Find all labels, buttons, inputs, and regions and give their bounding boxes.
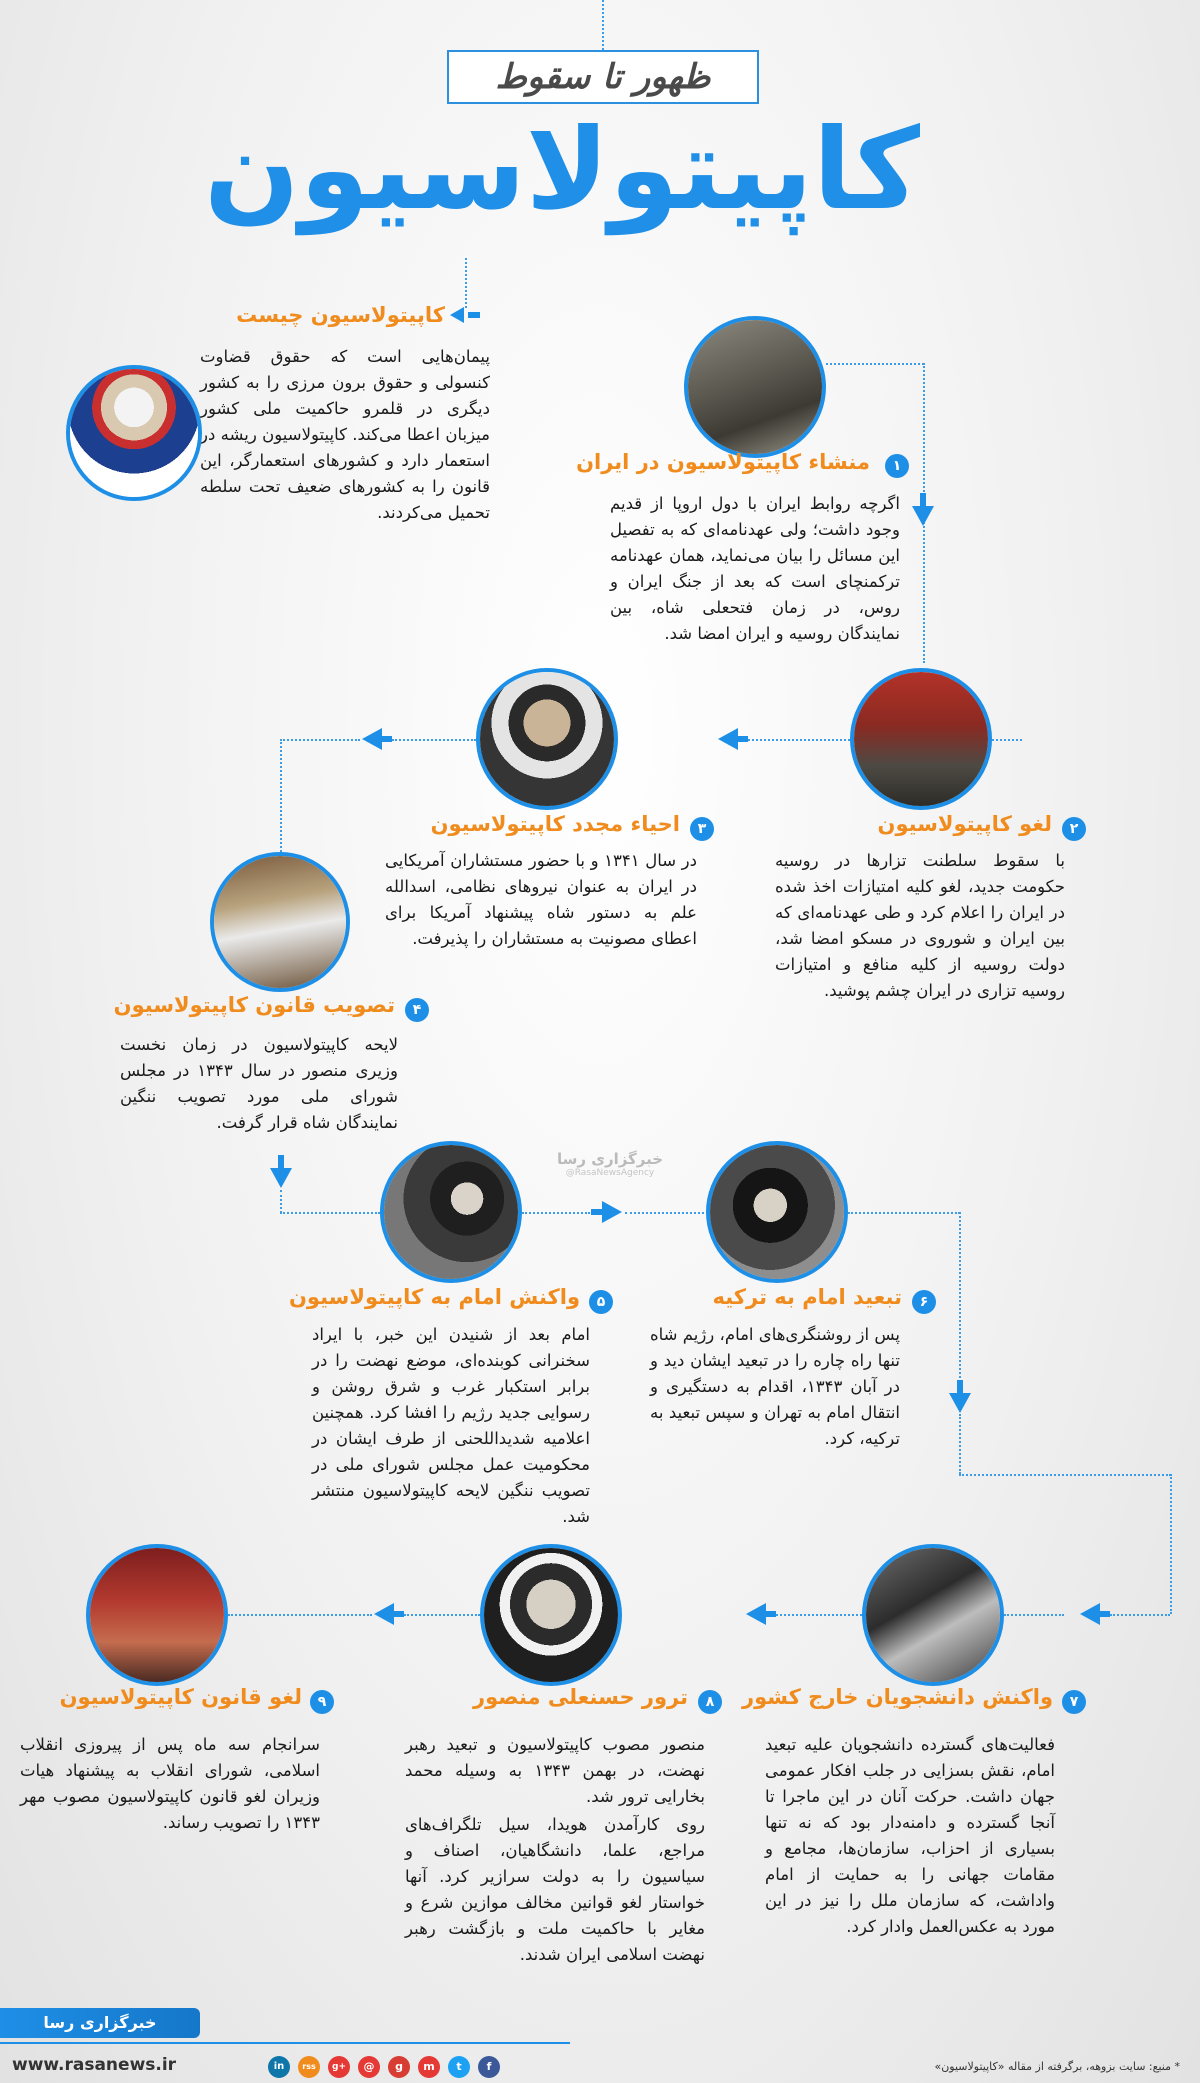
step1-text: اگرچه روابط ایران با دول اروپا از قدیم وجود داشت؛ ولی عهدنامه‌ای که به تفصیل این مسائل را بیان می‌نماید، همان عهدنامه ترکمنچای است که بعد از جنگ ایران و روس، در زمان فتحعلی شاه، بین نمایندگان روسیه و ایران امضا شد. — [610, 494, 900, 643]
step7-photo — [862, 1544, 1004, 1686]
step4-connector-v — [280, 1190, 282, 1213]
googleplus-icon[interactable]: g+ — [328, 2056, 350, 2078]
step9-number: ۹ — [310, 1690, 334, 1714]
step5-photo — [380, 1141, 522, 1283]
intro-connector — [465, 258, 467, 308]
step6-connector-v2 — [959, 1414, 961, 1474]
step2-arrow-icon — [718, 728, 738, 750]
footer-divider — [0, 2042, 570, 2044]
subtitle: ظهور تا سقوط — [495, 57, 711, 97]
step9-photo — [86, 1544, 228, 1686]
step5-heading: واکنش امام به کاپیتولاسیون — [289, 1285, 580, 1309]
twitter-icon[interactable]: t — [448, 2056, 470, 2078]
step7-connector-r — [1004, 1614, 1064, 1616]
step8-connector — [404, 1614, 480, 1616]
step4-arrow-icon — [270, 1168, 292, 1188]
step5-number: ۵ — [589, 1290, 613, 1314]
step4-heading: تصویب قانون کاپیتولاسیون — [113, 993, 395, 1017]
watermark-fa: خبرگزاری رسا — [556, 1150, 664, 1168]
step3-text: در سال ۱۳۴۱ و با حضور مستشاران آمریکایی در ایران به عنوان نیروهای نظامی، اسدالله علم به دستور شاه پیشنهاد آمریکا برای اعطای مصونیت به مستشاران را پذیرفت. — [385, 851, 697, 948]
step6-connector-v3 — [1170, 1474, 1172, 1614]
step3-connector-v — [280, 739, 282, 859]
footer-brand: خبرگزاری رسا — [43, 2013, 157, 2032]
step3-heading: احیاء مجدد کاپیتولاسیون — [430, 812, 680, 836]
step7-in-arrow-icon — [1080, 1603, 1100, 1625]
step2-heading: لغو کاپیتولاسیون — [877, 812, 1052, 836]
step2-text: با سقوط سلطنت تزارها در روسیه حکومت جدید، لغو کلیه امتیازات اخذ شده در ایران را اعلام کرد و طی عهدنامه‌ای که بین ایران و شوروی در مسکو امضا شد، دولت روسیه از کلیه منافع و امتیازات روسیه تزاری در ایران چشم پوشید. — [775, 851, 1065, 1000]
step7-heading: واکنش دانشجویان خارج کشور — [742, 1685, 1053, 1709]
intro-arrow-icon — [450, 307, 464, 323]
step6-text: پس از روشنگری‌های امام، رژیم شاه تنها راه چاره را در تبعید ایشان دید و در آبان ۱۳۴۳، اقدام به دستگیری و انتقال امام به تهران و سپس تبعید به ترکیه، کرد. — [650, 1325, 900, 1448]
step1-number: ۱ — [885, 454, 909, 478]
watermark — [555, 1150, 665, 1178]
step7-number: ۷ — [1062, 1690, 1086, 1714]
step3-connector-l — [280, 739, 360, 741]
step3-photo — [476, 668, 618, 810]
footer-source: * منبع: سایت بزوهه، برگرفته از مقاله «کاپیتولاسیون» — [934, 2060, 1180, 2073]
step9-text: سرانجام سه ماه پس از پیروزی انقلاب اسلامی، شورای انقلاب به پیشنهاد هیات وزیران لغو قانون کاپیتولاسیون مصوب مهر ۱۳۴۳ را تصویب رساند. — [20, 1735, 320, 1832]
facebook-icon[interactable]: f — [478, 2056, 500, 2078]
step4-connector — [280, 1212, 380, 1214]
step6-number: ۶ — [912, 1290, 936, 1314]
footer-band — [0, 2008, 200, 2038]
step8-heading: ترور حسنعلی منصور — [473, 1685, 688, 1709]
step7-connector — [776, 1614, 862, 1616]
step5-connector-r — [625, 1212, 708, 1214]
footer-url[interactable]: www.rasanews.ir — [12, 2055, 177, 2075]
step2-connector — [748, 739, 850, 741]
step1-arrow-icon — [912, 506, 934, 526]
step9-connector — [228, 1614, 372, 1616]
step1-photo — [684, 316, 826, 458]
linkedin-icon[interactable]: in — [268, 2056, 290, 2078]
step4-number: ۴ — [405, 998, 429, 1022]
step8-arrow-icon — [374, 1603, 394, 1625]
step2-number: ۲ — [1062, 817, 1086, 841]
page-title: کاپیتولاسیون — [204, 105, 920, 235]
uncle-sam-photo — [66, 365, 202, 501]
top-connector — [602, 0, 604, 50]
step3-connector — [392, 739, 476, 741]
step7-text: فعالیت‌های گسترده دانشجویان علیه تبعید امام، نقش بسزایی در جلب افکار عمومی جهان داشت. حرکت آنان در این ماجرا تا آنجا گسترده و دامنه‌دار بود که نه تنها بسیاری از احزاب، سازمان‌ها، مجامع و مقامات جهانی را به حمایت از امام واداشت، که سازمان ملل را نیز در این مورد به عکس‌العمل وادار کرد. — [765, 1735, 1055, 1936]
step6-photo — [706, 1141, 848, 1283]
step5-text: امام بعد از شنیدن این خبر، با ایراد سخنرانی کوبنده‌ای، موضع نهضت را در برابر استکبار غرب و شرق روشن و رسوایی جدید رژیم را افشا کرد. همچنین اعلامیه شدیداللحنی از طرف ایشان در محکومیت عمل مجلس شورای ملی در تصویب ننگین لایحه کاپیتولاسیون منتشر شد. — [312, 1325, 590, 1526]
step6-connector-h2 — [959, 1474, 1171, 1476]
step8-text-1: منصور مصوب کاپیتولاسیون و تبعید رهبر نهضت، در بهمن ۱۳۴۳ به وسیله محمد بخارایی ترور شد. — [405, 1735, 705, 1806]
step6-connector-v — [959, 1212, 961, 1382]
step6-heading: تبعید امام به ترکیه — [712, 1285, 902, 1309]
step7-arrow-icon — [746, 1603, 766, 1625]
step2-connector-r — [992, 739, 1022, 741]
step7-connector-rr — [1110, 1614, 1170, 1616]
rss-icon[interactable]: rss — [298, 2056, 320, 2078]
step6-arrow-icon — [949, 1393, 971, 1413]
step8-text-2: روی کارآمدن هویدا، سیل تلگراف‌های مراجع، علما، دانشگاهیان، اصناف و سیاسیون را به دولت سرازیر کرد. آنها خواستار لغو قوانین مخالف موازین شرع و مغایر با حاکمیت ملت و بازگشت رهبر نهضت اسلامی ایران شدند. — [405, 1815, 705, 1964]
messenger-icon[interactable]: m — [418, 2056, 440, 2078]
step5-connector — [522, 1212, 590, 1214]
step1-heading: منشاء کاپیتولاسیون در ایران — [576, 450, 870, 474]
step4-photo — [210, 852, 350, 992]
intro-text: پیمان‌هایی است که حقوق قضاوت کنسولی و حقوق برون مرزی را به کشور دیگری در قلمرو حاکمیت ملی کشور میزبان اعطا می‌کند. کاپیتولاسیون ریشه در استعمار دارد و کشورهای استعمارگر، این قانون را به کشورهای ضعیف تحت سلطه تحمیل می‌کردند. — [200, 347, 490, 522]
step6-connector — [848, 1212, 960, 1214]
step8-number: ۸ — [698, 1690, 722, 1714]
step4-text: لایحه کاپیتولاسیون در زمان نخست وزیری منصور در سال ۱۳۴۳ در مجلس شورای ملی مورد تصویب ننگین نمایندگان شاه قرار گرفت. — [120, 1035, 398, 1132]
step3-arrow-icon — [362, 728, 382, 750]
step2-photo — [850, 668, 992, 810]
watermark-en: @RasaNewsAgency — [565, 1168, 655, 1178]
step5-arrow-icon — [602, 1201, 622, 1223]
step8-photo — [480, 1544, 622, 1686]
intro-heading: کاپیتولاسیون چیست — [236, 303, 445, 327]
gplus-icon[interactable]: g — [388, 2056, 410, 2078]
email-icon[interactable]: @ — [358, 2056, 380, 2078]
step9-heading: لغو قانون کاپیتولاسیون — [59, 1685, 302, 1709]
step1-connector — [826, 363, 924, 365]
step3-number: ۳ — [690, 817, 714, 841]
